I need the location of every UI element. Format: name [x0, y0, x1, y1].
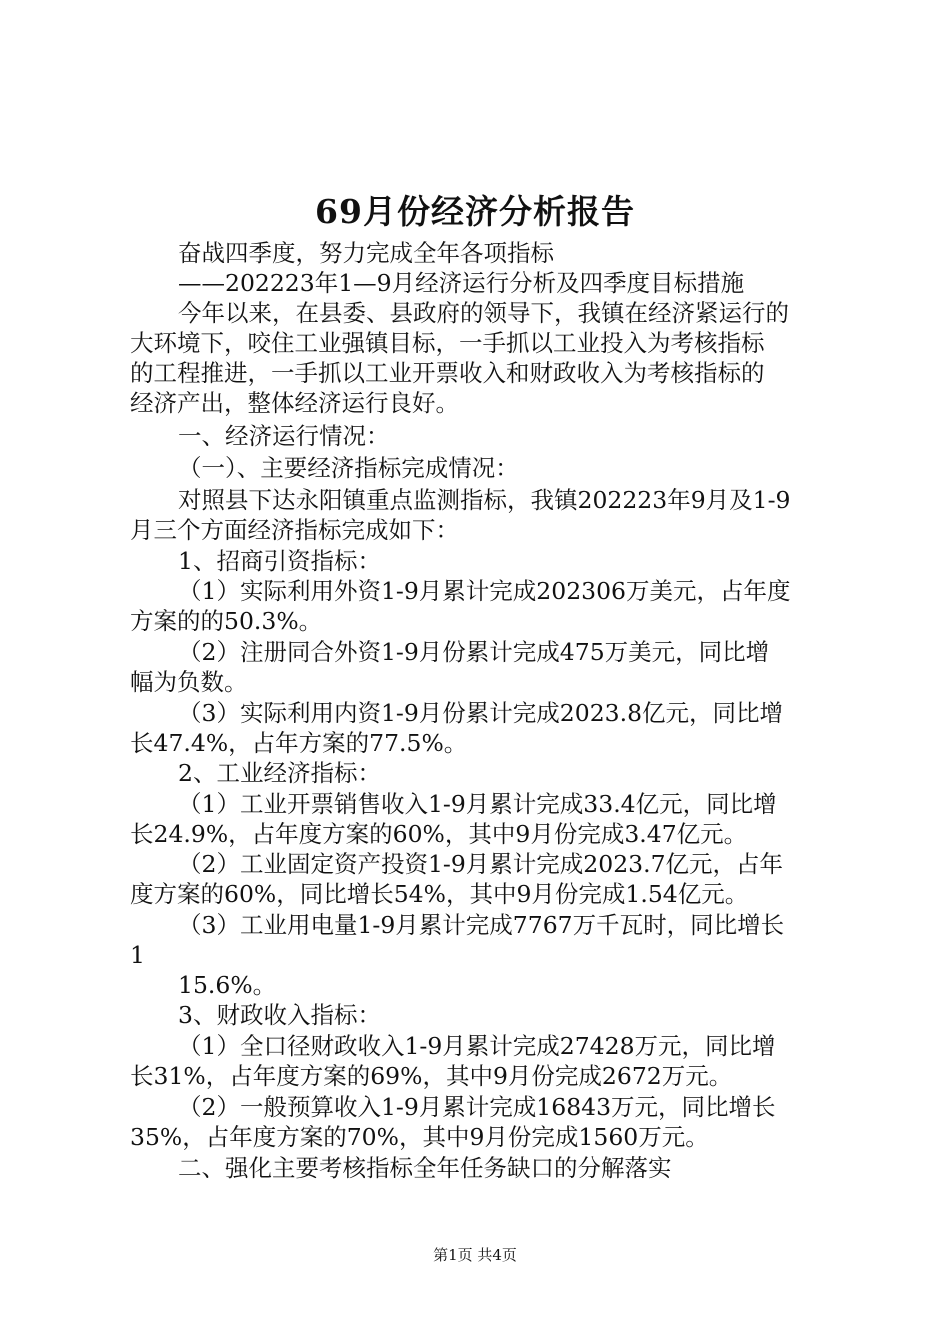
paragraph-line: 今年以来，在县委、县政府的领导下，我镇在经济紧运行的	[178, 299, 789, 327]
section-heading: 二、强化主要考核指标全年任务缺口的分解落实	[178, 1154, 672, 1182]
subtitle-dash-line: ——202223年1—9月经济运行分析及四季度目标措施	[178, 269, 745, 297]
subtitle: 奋战四季度，努力完成全年各项指标	[178, 239, 554, 267]
paragraph-line: 长47.4%，占年方案的77.5%。	[130, 729, 468, 757]
paragraph-line: 方案的的50.3%。	[130, 607, 323, 635]
paragraph-line: 1	[130, 941, 145, 969]
paragraph-line: 大环境下，咬住工业强镇目标，一手抓以工业投入为考核指标	[130, 329, 765, 357]
paragraph-line: 的工程推进，一手抓以工业开票收入和财政收入为考核指标的	[130, 359, 765, 387]
paragraph-line: （2）一般预算收入1-9月累计完成16843万元，同比增长	[178, 1093, 776, 1121]
paragraph-line: （1）全口径财政收入1-9月累计完成27428万元，同比增	[178, 1032, 776, 1060]
paragraph-line: 月三个方面经济指标完成如下：	[130, 516, 459, 544]
paragraph-line: （1）实际利用外资1-9月累计完成202306万美元，占年度	[178, 577, 791, 605]
paragraph-line: 15.6%。	[178, 971, 277, 999]
paragraph-line: （3）工业用电量1-9月累计完成7767万千瓦时，同比增长	[178, 911, 785, 939]
paragraph-line: 长24.9%，占年度方案的60%，其中9月份完成3.47亿元。	[130, 820, 748, 848]
section-heading: 一、经济运行情况：	[178, 422, 390, 450]
paragraph-line: 幅为负数。	[130, 668, 248, 696]
paragraph-line: 35%，占年度方案的70%，其中9月份完成1560万元。	[130, 1123, 709, 1151]
paragraph-line: 度方案的60%，同比增长54%，其中9月份完成1.54亿元。	[130, 880, 749, 908]
item-heading: 2、工业经济指标：	[178, 759, 381, 787]
paragraph-line: （3）实际利用内资1-9月份累计完成2023.8亿元，同比增	[178, 699, 784, 727]
paragraph-line: 对照县下达永阳镇重点监测指标，我镇202223年9月及1-9	[178, 486, 791, 514]
document-title: 69月份经济分析报告	[315, 192, 635, 231]
item-heading: 3、财政收入指标：	[178, 1001, 381, 1029]
item-heading: 1、招商引资指标：	[178, 547, 381, 575]
paragraph-line: 经济产出，整体经济运行良好。	[130, 389, 459, 417]
subsection-heading: （一）、主要经济指标完成情况：	[178, 454, 519, 482]
paragraph-line: 长31%，占年度方案的69%，其中9月份完成2672万元。	[130, 1062, 733, 1090]
page-footer: 第1页 共4页	[433, 1246, 517, 1264]
paragraph-line: （1）工业开票销售收入1-9月累计完成33.4亿元，同比增	[178, 790, 777, 818]
paragraph-line: （2）工业固定资产投资1-9月累计完成2023.7亿元，占年	[178, 850, 784, 878]
paragraph-line: （2）注册同合外资1-9月份累计完成475万美元，同比增	[178, 638, 770, 666]
